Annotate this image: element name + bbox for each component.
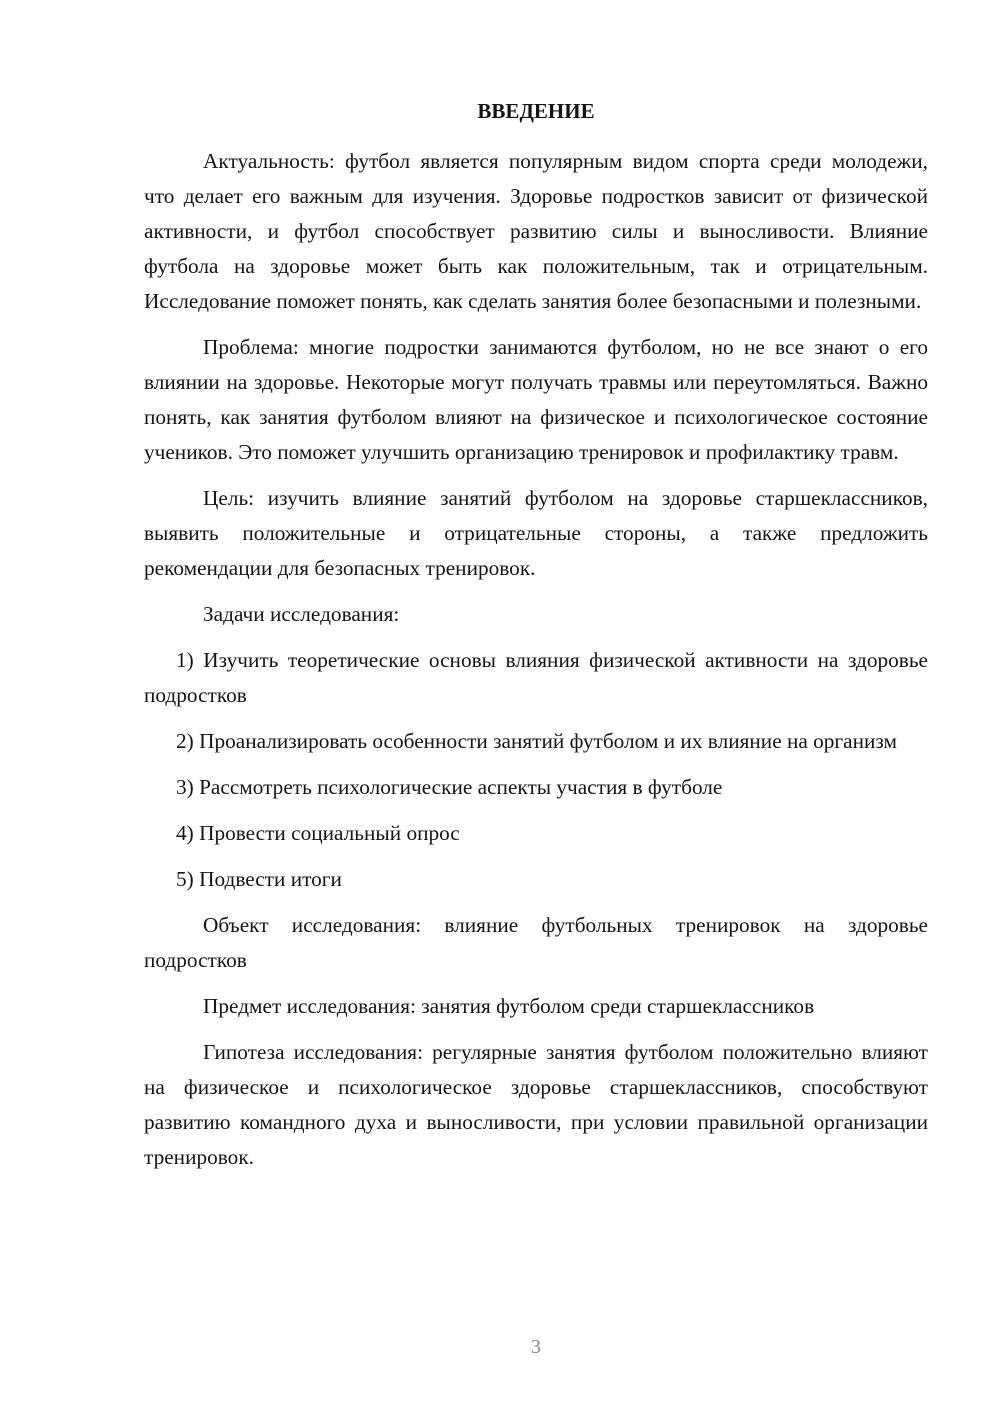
object-paragraph: Объект исследования: влияние футбольных тренировок на здоровье подростков [144, 913, 928, 972]
goal-paragraph: Цель: изучить влияние занятий футболом на здоровье старшеклассников, выявить положительные и отрицательные стороны, а также предложить рекомендации для безопасных тренировок. [144, 486, 928, 580]
page-number: 3 [531, 1336, 541, 1358]
task-item-3: 3) Рассмотреть психологические аспекты участия в футболе [176, 775, 723, 799]
problem-paragraph: Проблема: многие подростки занимаются футболом, но не все знают о его влиянии на здоровье. Некоторые могут получать травмы или переутомляться. Важно понять, как занятия футболом влияют на физическое и психологическое состояние учеников. Это поможет улучшить организацию тренировок и профилактику травм. [144, 335, 928, 464]
task-item-4: 4) Провести социальный опрос [176, 821, 460, 845]
task-item-5: 5) Подвести итоги [176, 867, 342, 891]
task-item-2: 2) Проанализировать особенности занятий футболом и их влияние на организм [176, 729, 898, 753]
relevance-paragraph: Актуальность: футбол является популярным видом спорта среди молодежи, что делает его важным для изучения. Здоровье подростков зависит от физической активности, и футбол способствует развитию силы и выносливости. Влияние футбола на здоровье может быть как положительным, так и отрицательным. Исследование поможет понять, как сделать занятия более безопасными и полезными. [144, 149, 928, 313]
section-title: ВВЕДЕНИЕ [477, 99, 595, 123]
document-page [144, 96, 928, 1175]
hypothesis-paragraph: Гипотеза исследования: регулярные занятия футболом положительно влияют на физическое и психологическое здоровье старшеклассников, способствуют развитию командного духа и выносливости, при условии правильной организации тренировок. [144, 1040, 928, 1169]
task-item-1: 1) Изучить теоретические основы влияния физической активности на здоровье подростков [144, 648, 928, 707]
tasks-heading: Задачи исследования: [203, 602, 400, 626]
subject-paragraph: Предмет исследования: занятия футболом среди старшеклассников [203, 994, 815, 1018]
